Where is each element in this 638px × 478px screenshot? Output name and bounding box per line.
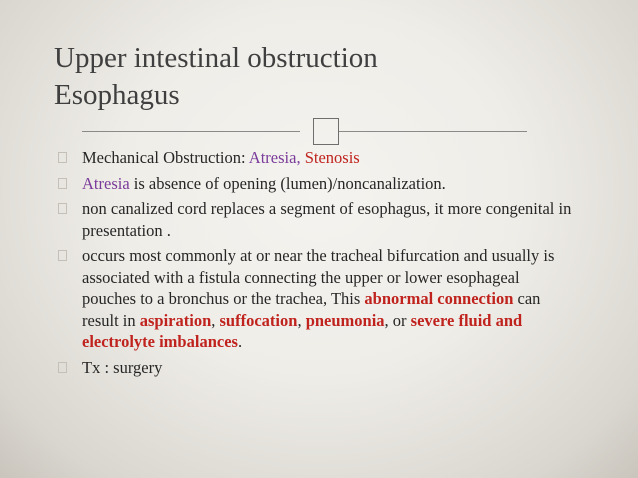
divider-left — [82, 131, 300, 132]
bullet-item — [56, 173, 576, 195]
bullet-marker-icon — [58, 250, 67, 261]
divider-ornament — [313, 118, 339, 145]
bullet-item — [56, 357, 576, 379]
term-abnormal-connection: abnormal connection — [364, 289, 514, 308]
bullet-text: , — [296, 148, 305, 167]
bullet-text: non canalized cord replaces a segment of esophagus, it more congenital in presentation . — [82, 199, 572, 240]
bullet-text: is absence of opening (lumen)/noncanalization. — [129, 173, 446, 193]
bullet-text: Tx : surgery — [82, 357, 163, 377]
title-line-1: Upper intestinal obstruction — [54, 42, 378, 74]
term-atresia: Atresia — [82, 173, 130, 193]
bullet-marker-icon — [58, 152, 67, 163]
bullet-item — [56, 198, 576, 241]
term-suffocation: suffocation — [219, 310, 298, 330]
divider-right — [339, 131, 527, 132]
bullet-text: occurs most commonly at or near the tracheal bifurcation and usually is associated with a fistula connecting the upper or lower esophageal pouches to a bronchus or the trachea, This — [82, 246, 555, 308]
bullet-marker-icon — [58, 203, 67, 214]
term-atresia: Atresia — [248, 148, 297, 167]
term-aspiration: aspiration — [139, 310, 212, 330]
bullet-marker-icon — [58, 362, 67, 373]
term-stenosis: Stenosis — [304, 148, 360, 167]
bullet-text: , — [211, 310, 220, 330]
bullet-text: can result in — [82, 289, 541, 330]
term-imbalances: severe fluid and electrolyte imbalances — [82, 310, 523, 351]
slide-title — [54, 40, 378, 114]
bullet-marker-icon — [58, 178, 67, 189]
bullet-text: , or — [384, 310, 411, 330]
bullet-text: Mechanical Obstruction: — [82, 148, 249, 167]
title-line-2: Esophagus — [54, 79, 180, 111]
bullet-list — [56, 147, 576, 382]
bullet-text: . — [237, 332, 243, 351]
term-pneumonia: pneumonia — [305, 310, 385, 330]
bullet-item — [56, 245, 576, 353]
bullet-text: , — [297, 310, 306, 330]
bullet-item — [56, 147, 576, 169]
